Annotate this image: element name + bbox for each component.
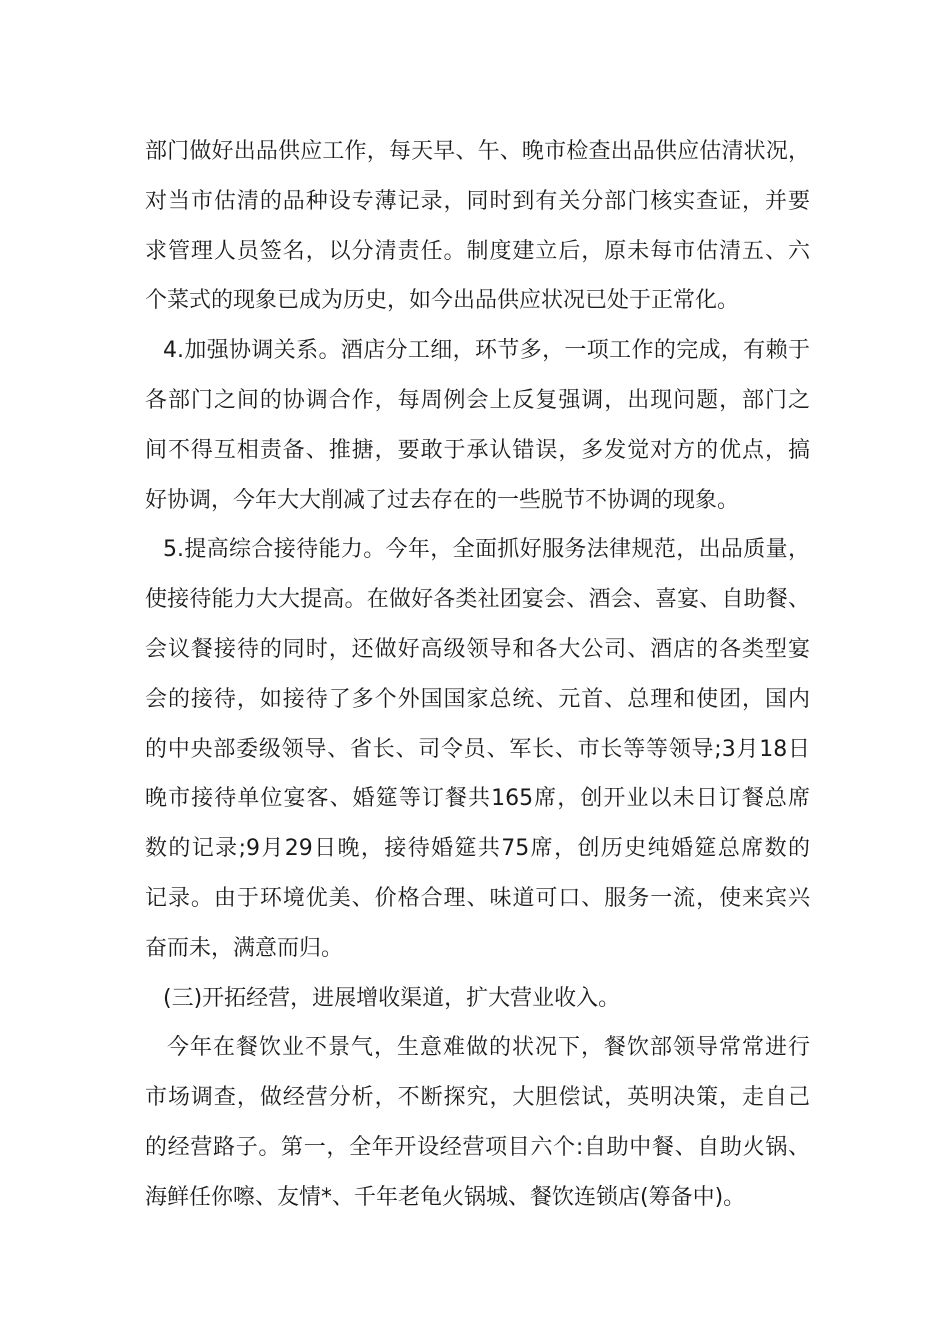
text-line: 间不得互相责备、推搪，要敢于承认错误，多发觉对方的优点，搞 [145, 437, 810, 463]
text-line: 求管理人员签名，以分清责任。制度建立后，原未每市估清五、六 [145, 238, 810, 264]
text-line: 的中央部委级领导、省长、司令员、军长、市长等等领导;3月18日 [145, 736, 810, 762]
text-line: 会的接待，如接待了多个外国国家总统、元首、总理和使团，国内 [145, 686, 810, 712]
text-line: 4.加强协调关系。酒店分工细，环节多，一项工作的完成，有赖于 [163, 338, 810, 364]
text-line: 5.提高综合接待能力。今年，全面抓好服务法律规范，出品质量， [163, 537, 810, 563]
text-line: 今年在餐饮业不景气，生意难做的状况下，餐饮部领导常常进行 [167, 1035, 810, 1061]
text-line: 对当市估清的品种设专薄记录，同时到有关分部门核实查证，并要 [145, 188, 810, 214]
text-line: 好协调，今年大大削减了过去存在的一些脱节不协调的现象。 [145, 487, 740, 513]
text-line: 海鲜任你嚓、友情*、千年老龟火锅城、餐饮连锁店(筹备中)。 [145, 1184, 746, 1210]
text-line: 晚市接待单位宴客、婚筵等订餐共165席，创开业以未日订餐总席 [145, 786, 810, 812]
text-line: 的经营路子。第一，全年开设经营项目六个:自助中餐、自助火锅、 [145, 1134, 810, 1160]
section-heading: (三)开拓经营，进展增收渠道，扩大营业收入。 [163, 985, 621, 1011]
text-line: 个菜式的现象已成为历史，如今出品供应状况已处于正常化。 [145, 288, 740, 314]
document-body [145, 127, 810, 1223]
text-line: 记录。由于环境优美、价格合理、味道可口、服务一流，使来宾兴 [145, 885, 810, 911]
text-line: 会议餐接待的同时，还做好高级领导和各大公司、酒店的各类型宴 [145, 636, 810, 662]
text-line: 使接待能力大大提高。在做好各类社团宴会、酒会、喜宴、自助餐、 [145, 587, 810, 613]
text-line: 数的记录;9月29日晚，接待婚筵共75席，创历史纯婚筵总席数的 [145, 836, 810, 862]
text-line: 各部门之间的协调合作，每周例会上反复强调，出现问题，部门之 [145, 387, 810, 413]
text-line: 奋而未，满意而归。 [145, 935, 344, 961]
text-line: 部门做好出品供应工作，每天早、午、晚市检查出品供应估清状况， [145, 139, 810, 164]
text-line: 市场调查，做经营分析，不断探究，大胆偿试，英明决策，走自己 [145, 1085, 810, 1111]
